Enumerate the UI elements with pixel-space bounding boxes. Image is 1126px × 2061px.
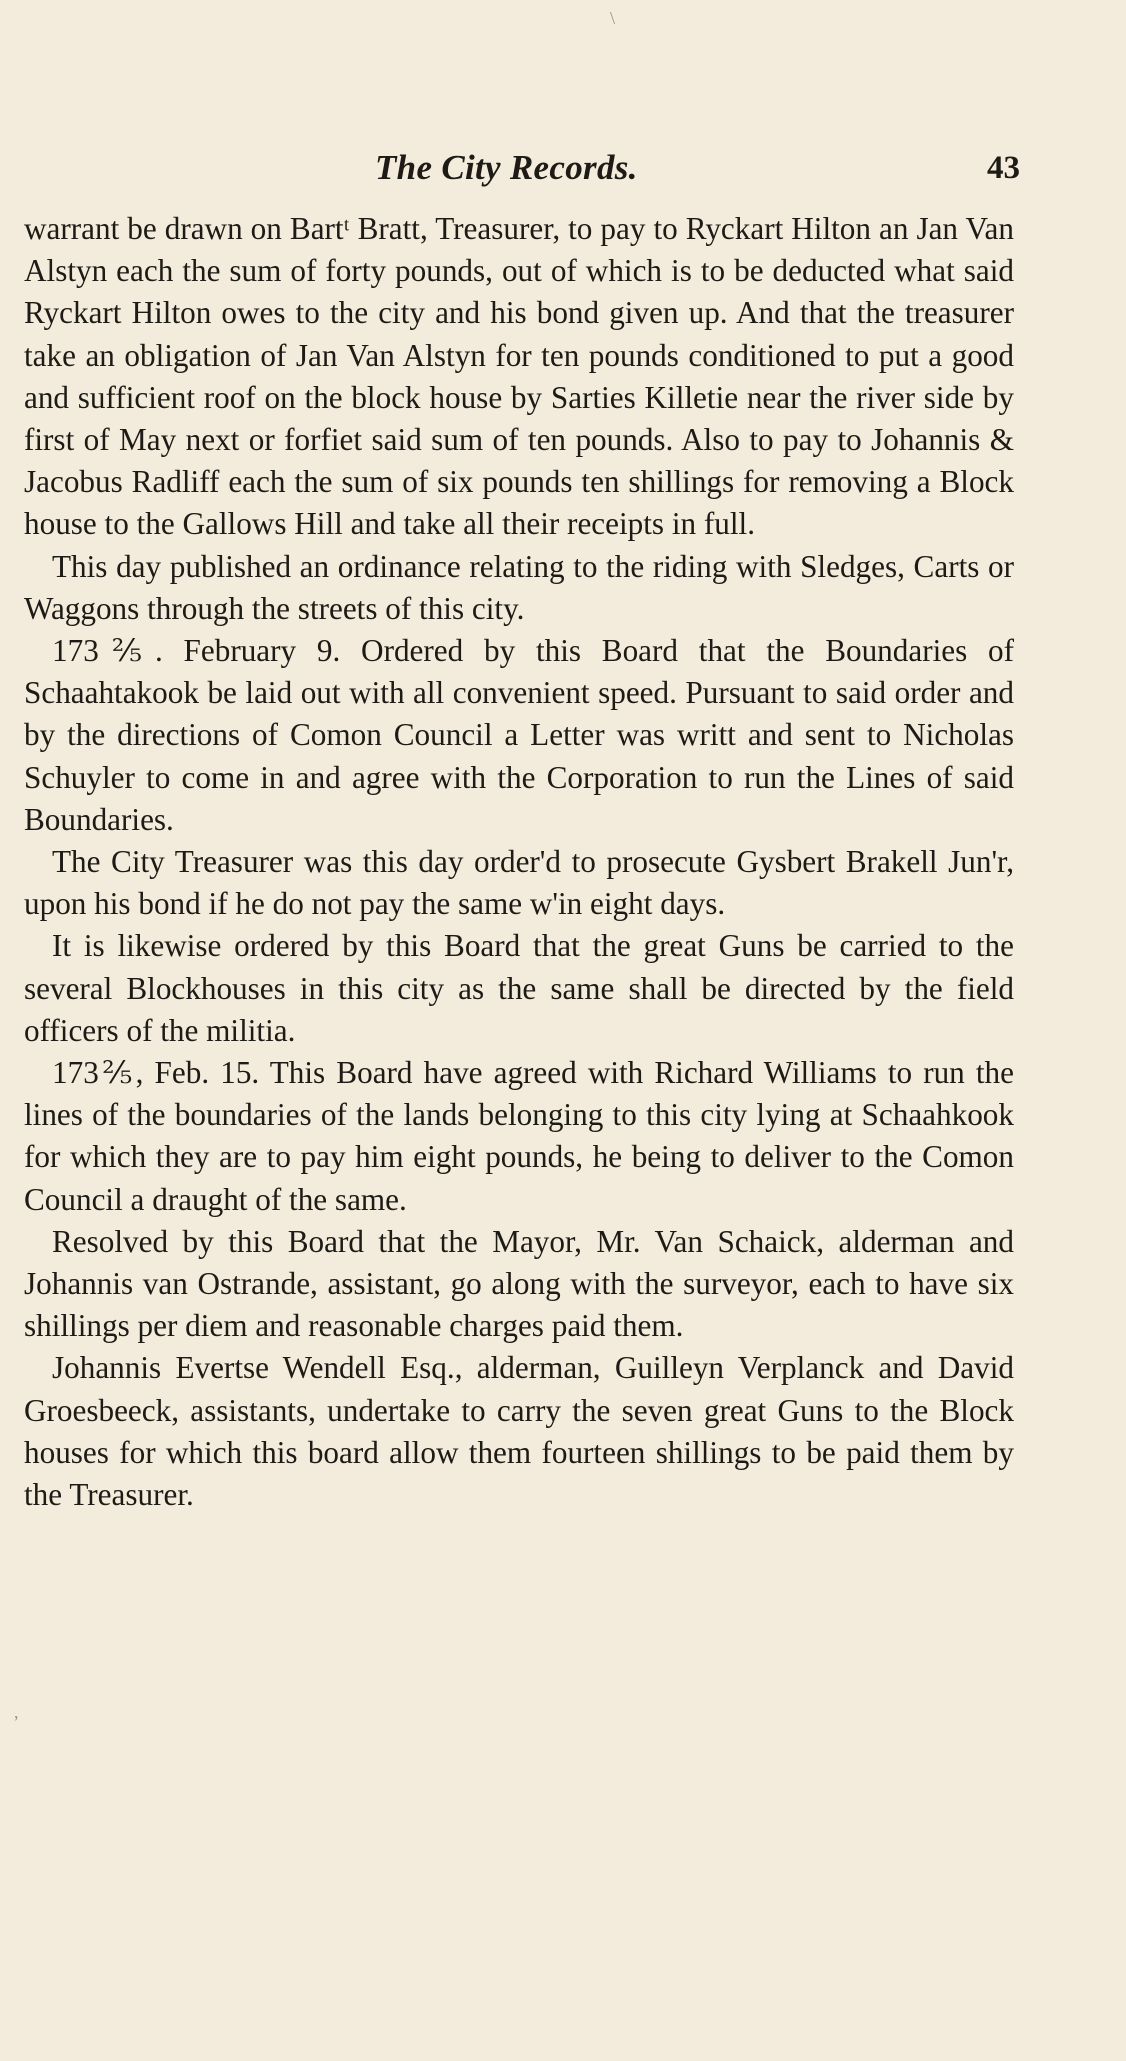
paragraph-february-9: 173⅖. February 9. Ordered by this Board that the Boundaries of Schaahtakook be laid out with all convenient speed. Pursuant to said order and by the directions of Comon Council a Letter was writt and sent to Nicholas Schuyler to come in and agree with the Corporation to run the Lines of said Boundaries. — [24, 633, 1014, 837]
body-text — [24, 208, 1014, 1516]
paragraph-feb-15: 173⅖, Feb. 15. This Board have agreed with Richard Williams to run the lines of the boundaries of the lands belonging to this city lying at Schaahkook for which they are to pay him eight pounds, he being to deliver to the Comon Council a draught of the same. — [24, 1055, 1014, 1217]
paragraph-great-guns: It is likewise ordered by this Board that the great Guns be carried to the several Blockhouses in this city as the same shall be directed by the field officers of the militia. — [24, 928, 1014, 1048]
stray-mark-top: \ — [610, 8, 616, 28]
paragraph-ordinance: This day published an ordinance relating to the riding with Sledges, Carts or Waggons through the streets of this city. — [24, 548, 1014, 626]
page-number: 43 — [987, 150, 1020, 186]
paragraph-warrant: warrant be drawn on Bartᵗ Bratt, Treasurer, to pay to Ryckart Hilton an Jan Van Alstyn each the sum of forty pounds, out of which is to be deducted what said Ryckart Hilton owes to the city and his bond given up. And that the treasurer take an obligation of Jan Van Alstyn for ten pounds conditioned to put a good and sufficient roof on the block house by Sarties Killetie near the river side by first of May next or forfiet said sum of ten pounds. Also to pay to Johannis & Jacobus Radliff each the sum of six pounds ten shillings for removing a Block house to the Gallows Hill and take all their receipts in full. — [24, 211, 1014, 542]
running-title: The City Records. — [375, 148, 638, 187]
paragraph-city-treasurer: The City Treasurer was this day order'd to prosecute Gysbert Brakell Jun'r, upon his bond if he do not pay the same w'in eight days. — [24, 844, 1014, 922]
paragraph-johannis-wendell: Johannis Evertse Wendell Esq., alderman, Guilleyn Verplanck and David Groesbeeck, assistants, undertake to carry the seven great Guns to the Block houses for which this board allow them fourteen shillings to be paid them by the Treasurer. — [24, 1350, 1014, 1513]
page-header — [370, 138, 1020, 198]
paragraph-resolved: Resolved by this Board that the Mayor, Mr. Van Schaick, alderman and Johannis van Ostrande, assistant, go along with the surveyor, each to have six shillings per diem and reasonable charges paid them. — [24, 1223, 1014, 1344]
stray-mark-bottom: , — [14, 1702, 19, 1722]
